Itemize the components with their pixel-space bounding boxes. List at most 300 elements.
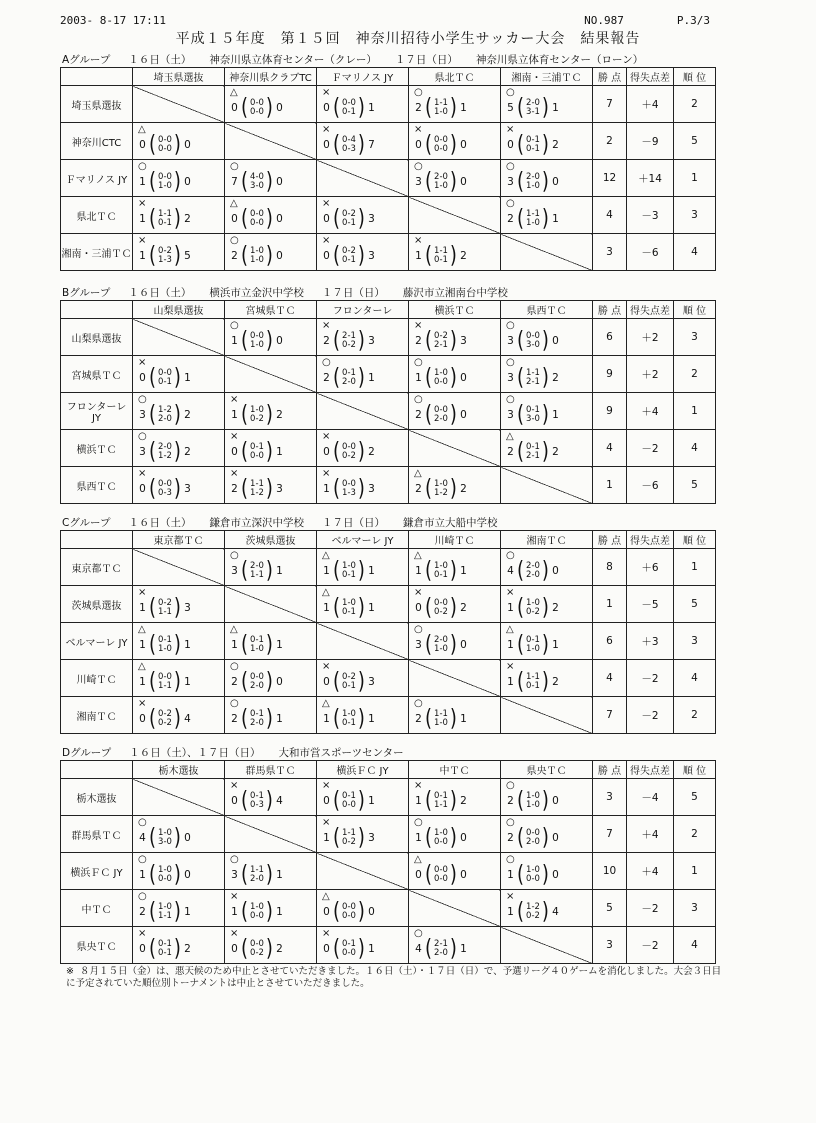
column-team-header: 湘南ＴＣ bbox=[501, 531, 593, 549]
second-half-score: 1-0 bbox=[526, 644, 540, 654]
first-half-score: 0-0 bbox=[342, 442, 356, 452]
match-result bbox=[412, 818, 498, 850]
match-result bbox=[412, 321, 498, 353]
team-goals: 0 bbox=[323, 906, 330, 918]
team-goals: 0 bbox=[323, 250, 330, 262]
rank-cell: 3 bbox=[674, 890, 716, 927]
second-half-score: 2-1 bbox=[434, 340, 448, 350]
match-result bbox=[136, 236, 222, 268]
match-result-cell bbox=[133, 586, 225, 623]
match-result bbox=[504, 551, 590, 583]
self-match-cell bbox=[225, 816, 317, 853]
team-goals: 0 bbox=[323, 676, 330, 688]
result-mark: ○ bbox=[414, 698, 423, 709]
opponent-goals: 1 bbox=[552, 102, 559, 114]
second-half-score: 1-0 bbox=[526, 218, 540, 228]
second-half-score: 1-1 bbox=[158, 911, 172, 921]
group-venue-info: 神奈川県立体育センター（ローン） bbox=[475, 54, 644, 66]
opponent-goals: 0 bbox=[552, 335, 559, 347]
open-bracket: ( bbox=[517, 860, 525, 888]
score-line bbox=[320, 667, 406, 695]
opponent-goals: 2 bbox=[184, 409, 191, 421]
match-result-cell bbox=[225, 86, 317, 123]
second-half-score: 0-0 bbox=[342, 911, 356, 921]
close-bracket: ) bbox=[265, 93, 273, 121]
team-goals: 1 bbox=[323, 832, 330, 844]
score-line bbox=[504, 363, 590, 391]
match-result bbox=[320, 818, 406, 850]
half-scores bbox=[526, 210, 540, 228]
half-scores bbox=[526, 903, 540, 921]
open-bracket: ( bbox=[425, 93, 433, 121]
opponent-goals: 0 bbox=[276, 335, 283, 347]
row-team-name: 宮城県ＴＣ bbox=[61, 356, 133, 393]
half-scores bbox=[434, 636, 448, 654]
first-half-score: 0-2 bbox=[158, 246, 172, 256]
match-result bbox=[136, 432, 222, 464]
close-bracket: ) bbox=[449, 474, 457, 502]
opponent-goals: 7 bbox=[368, 139, 375, 151]
group-venue-info: １６日（土） bbox=[128, 54, 192, 66]
score-line bbox=[136, 667, 222, 695]
score-line bbox=[320, 326, 406, 354]
match-result bbox=[320, 432, 406, 464]
points-header: 勝 点 bbox=[593, 761, 627, 779]
opponent-goals: 0 bbox=[460, 176, 467, 188]
table-row bbox=[61, 549, 716, 586]
score-line bbox=[228, 630, 314, 658]
half-scores bbox=[342, 940, 356, 958]
second-half-score: 3-0 bbox=[526, 340, 540, 350]
result-mark: △ bbox=[230, 624, 238, 635]
open-bracket: ( bbox=[517, 93, 525, 121]
opponent-goals: 2 bbox=[276, 943, 283, 955]
match-result bbox=[228, 892, 314, 924]
points-cell: 2 bbox=[593, 123, 627, 160]
points-header: 勝 点 bbox=[593, 531, 627, 549]
team-goals: 1 bbox=[231, 335, 238, 347]
first-half-score: 0-1 bbox=[250, 635, 264, 645]
score-line bbox=[136, 630, 222, 658]
result-mark: ○ bbox=[506, 394, 515, 405]
first-half-score: 0-1 bbox=[434, 791, 448, 801]
match-result-cell bbox=[409, 623, 501, 660]
group-venue-info: １７日（日） bbox=[322, 517, 385, 529]
close-bracket: ) bbox=[357, 204, 365, 232]
second-half-score: 3-0 bbox=[158, 837, 172, 847]
close-bracket: ) bbox=[357, 667, 365, 695]
open-bracket: ( bbox=[425, 167, 433, 195]
open-bracket: ( bbox=[241, 704, 249, 732]
document-title: 平成１５年度 第１５回 神奈川招待小学生サッカー大会 結果報告 bbox=[175, 31, 641, 47]
match-result bbox=[320, 199, 406, 231]
team-goals: 0 bbox=[323, 943, 330, 955]
match-result-cell bbox=[409, 816, 501, 853]
opponent-goals: 1 bbox=[460, 102, 467, 114]
match-result-cell bbox=[501, 197, 593, 234]
result-mark: × bbox=[322, 817, 331, 828]
rank-cell: 4 bbox=[674, 660, 716, 697]
opponent-goals: 1 bbox=[368, 713, 375, 725]
half-scores bbox=[250, 940, 264, 958]
score-line bbox=[412, 823, 498, 851]
score-line bbox=[320, 130, 406, 158]
group-heading bbox=[62, 515, 516, 530]
self-match-cell bbox=[133, 319, 225, 356]
first-half-score: 1-0 bbox=[434, 561, 448, 571]
match-result-cell bbox=[317, 549, 409, 586]
half-scores bbox=[158, 136, 172, 154]
open-bracket: ( bbox=[517, 437, 525, 465]
result-mark: × bbox=[506, 661, 515, 672]
group-venue-info: １７日（日） bbox=[321, 287, 385, 299]
result-mark: × bbox=[138, 698, 147, 709]
open-bracket: ( bbox=[425, 823, 433, 851]
rank-header: 順 位 bbox=[674, 761, 716, 779]
match-result bbox=[228, 662, 314, 694]
rank-cell: 4 bbox=[674, 430, 716, 467]
opponent-goals: 1 bbox=[552, 639, 559, 651]
group-name: Aグループ bbox=[62, 54, 111, 66]
close-bracket: ) bbox=[173, 593, 181, 621]
close-bracket: ) bbox=[357, 556, 365, 584]
opponent-goals: 3 bbox=[276, 483, 283, 495]
first-half-score: 2-0 bbox=[250, 561, 264, 571]
goal-diff-cell: ＋4 bbox=[627, 853, 674, 890]
half-scores bbox=[434, 792, 448, 810]
opponent-goals: 0 bbox=[184, 176, 191, 188]
team-goals: 1 bbox=[323, 483, 330, 495]
table-header-row bbox=[61, 68, 716, 86]
result-mark: ○ bbox=[506, 87, 515, 98]
second-half-score: 1-0 bbox=[526, 800, 540, 810]
score-line bbox=[320, 204, 406, 232]
half-scores bbox=[250, 443, 264, 461]
first-half-score: 2-0 bbox=[434, 635, 448, 645]
opponent-goals: 2 bbox=[184, 446, 191, 458]
rank-cell: 3 bbox=[674, 623, 716, 660]
first-half-score: 0-1 bbox=[526, 635, 540, 645]
second-half-score: 1-2 bbox=[434, 488, 448, 498]
close-bracket: ) bbox=[541, 93, 549, 121]
second-half-score: 0-1 bbox=[342, 255, 356, 265]
score-line bbox=[320, 593, 406, 621]
first-half-score: 1-0 bbox=[158, 828, 172, 838]
opponent-goals: 1 bbox=[276, 713, 283, 725]
column-team-header: 群馬県ＴＣ bbox=[225, 761, 317, 779]
open-bracket: ( bbox=[149, 630, 157, 658]
second-half-score: 1-2 bbox=[250, 488, 264, 498]
opponent-goals: 0 bbox=[460, 639, 467, 651]
second-half-score: 0-1 bbox=[526, 681, 540, 691]
result-mark: × bbox=[322, 235, 331, 246]
column-team-header: フロンターレ bbox=[317, 301, 409, 319]
close-bracket: ) bbox=[357, 897, 365, 925]
score-line bbox=[136, 363, 222, 391]
score-line bbox=[412, 326, 498, 354]
half-scores bbox=[526, 332, 540, 350]
close-bracket: ) bbox=[541, 167, 549, 195]
score-line bbox=[412, 167, 498, 195]
second-half-score: 1-2 bbox=[158, 451, 172, 461]
match-result bbox=[136, 625, 222, 657]
corner-cell bbox=[61, 761, 133, 779]
score-line bbox=[504, 167, 590, 195]
second-half-score: 1-0 bbox=[158, 181, 172, 191]
score-line bbox=[412, 363, 498, 391]
second-half-score: 2-0 bbox=[434, 948, 448, 958]
first-half-score: 0-0 bbox=[158, 479, 172, 489]
points-cell: 4 bbox=[593, 430, 627, 467]
open-bracket: ( bbox=[333, 786, 341, 814]
open-bracket: ( bbox=[149, 130, 157, 158]
match-result bbox=[136, 199, 222, 231]
first-half-score: 0-2 bbox=[342, 672, 356, 682]
self-match-cell bbox=[225, 123, 317, 160]
half-scores bbox=[434, 866, 448, 884]
close-bracket: ) bbox=[449, 704, 457, 732]
match-result-cell bbox=[501, 779, 593, 816]
opponent-goals: 1 bbox=[460, 565, 467, 577]
table-row bbox=[61, 623, 716, 660]
close-bracket: ) bbox=[357, 437, 365, 465]
half-scores bbox=[526, 406, 540, 424]
result-mark: ○ bbox=[414, 87, 423, 98]
score-line bbox=[136, 400, 222, 428]
second-half-score: 0-0 bbox=[434, 377, 448, 387]
first-half-score: 1-0 bbox=[434, 828, 448, 838]
match-result bbox=[504, 625, 590, 657]
result-mark: × bbox=[230, 394, 239, 405]
match-result bbox=[228, 199, 314, 231]
group-name: Bグループ bbox=[62, 287, 111, 299]
second-half-score: 0-1 bbox=[342, 681, 356, 691]
corner-cell bbox=[61, 68, 133, 86]
first-half-score: 0-1 bbox=[158, 635, 172, 645]
opponent-goals: 0 bbox=[184, 869, 191, 881]
match-result-cell bbox=[317, 356, 409, 393]
open-bracket: ( bbox=[241, 167, 249, 195]
match-result bbox=[504, 588, 590, 620]
rank-cell: 2 bbox=[674, 816, 716, 853]
fax-number: NO.987 bbox=[584, 14, 624, 27]
first-half-score: 1-2 bbox=[526, 902, 540, 912]
close-bracket: ) bbox=[173, 241, 181, 269]
second-half-score: 2-0 bbox=[250, 718, 264, 728]
match-result-cell bbox=[225, 853, 317, 890]
opponent-goals: 1 bbox=[368, 565, 375, 577]
open-bracket: ( bbox=[149, 474, 157, 502]
team-goals: 3 bbox=[507, 409, 514, 421]
score-line bbox=[412, 786, 498, 814]
points-cell: 5 bbox=[593, 890, 627, 927]
match-result-cell bbox=[501, 623, 593, 660]
match-result bbox=[136, 929, 222, 961]
match-result bbox=[136, 699, 222, 731]
match-result bbox=[504, 855, 590, 887]
column-team-header: 中ＴＣ bbox=[409, 761, 501, 779]
points-cell: 9 bbox=[593, 393, 627, 430]
half-scores bbox=[250, 636, 264, 654]
score-line bbox=[412, 593, 498, 621]
column-team-header: 茨城県選抜 bbox=[225, 531, 317, 549]
rank-cell: 2 bbox=[674, 86, 716, 123]
opponent-goals: 1 bbox=[276, 565, 283, 577]
open-bracket: ( bbox=[425, 860, 433, 888]
table-row bbox=[61, 430, 716, 467]
fax-page-info bbox=[584, 14, 710, 27]
result-mark: × bbox=[414, 780, 423, 791]
result-mark: ○ bbox=[138, 431, 147, 442]
goal-diff-cell: －5 bbox=[627, 586, 674, 623]
result-mark: × bbox=[322, 928, 331, 939]
table-row bbox=[61, 816, 716, 853]
score-line bbox=[136, 130, 222, 158]
first-half-score: 0-4 bbox=[342, 135, 356, 145]
open-bracket: ( bbox=[425, 130, 433, 158]
close-bracket: ) bbox=[173, 363, 181, 391]
close-bracket: ) bbox=[265, 437, 273, 465]
half-scores bbox=[342, 710, 356, 728]
match-result-cell bbox=[225, 197, 317, 234]
opponent-goals: 3 bbox=[368, 250, 375, 262]
self-match-cell bbox=[317, 853, 409, 890]
match-result-cell bbox=[317, 697, 409, 734]
team-goals: 3 bbox=[507, 176, 514, 188]
table-row bbox=[61, 123, 716, 160]
half-scores bbox=[158, 369, 172, 387]
match-result bbox=[412, 469, 498, 501]
half-scores bbox=[250, 903, 264, 921]
team-goals: 1 bbox=[139, 639, 146, 651]
half-scores bbox=[250, 710, 264, 728]
points-cell: 7 bbox=[593, 816, 627, 853]
result-mark: △ bbox=[414, 468, 422, 479]
first-half-score: 2-0 bbox=[526, 172, 540, 182]
close-bracket: ) bbox=[173, 860, 181, 888]
score-line bbox=[136, 437, 222, 465]
score-line bbox=[320, 897, 406, 925]
score-line bbox=[228, 474, 314, 502]
table-row bbox=[61, 890, 716, 927]
team-goals: 0 bbox=[139, 139, 146, 151]
group-heading bbox=[62, 285, 526, 300]
match-result bbox=[412, 625, 498, 657]
points-cell: 1 bbox=[593, 586, 627, 623]
match-result bbox=[504, 892, 590, 924]
points-cell: 3 bbox=[593, 234, 627, 271]
team-goals: 3 bbox=[507, 372, 514, 384]
close-bracket: ) bbox=[449, 786, 457, 814]
match-result bbox=[412, 929, 498, 961]
match-result-cell bbox=[225, 623, 317, 660]
half-scores bbox=[158, 829, 172, 847]
second-half-score: 1-0 bbox=[434, 644, 448, 654]
score-line bbox=[228, 556, 314, 584]
close-bracket: ) bbox=[265, 934, 273, 962]
match-result-cell bbox=[317, 586, 409, 623]
team-goals: 2 bbox=[415, 483, 422, 495]
opponent-goals: 0 bbox=[552, 869, 559, 881]
close-bracket: ) bbox=[265, 860, 273, 888]
column-team-header: 川崎ＴＣ bbox=[409, 531, 501, 549]
open-bracket: ( bbox=[517, 667, 525, 695]
close-bracket: ) bbox=[449, 241, 457, 269]
close-bracket: ) bbox=[173, 630, 181, 658]
match-result-cell bbox=[133, 467, 225, 504]
open-bracket: ( bbox=[241, 897, 249, 925]
match-result bbox=[228, 699, 314, 731]
team-goals: 2 bbox=[415, 713, 422, 725]
self-match-cell bbox=[317, 393, 409, 430]
match-result-cell bbox=[225, 660, 317, 697]
open-bracket: ( bbox=[517, 167, 525, 195]
team-goals: 4 bbox=[507, 565, 514, 577]
match-result bbox=[136, 892, 222, 924]
table-row bbox=[61, 660, 716, 697]
first-half-score: 1-0 bbox=[342, 709, 356, 719]
match-result-cell bbox=[409, 123, 501, 160]
team-goals: 2 bbox=[231, 483, 238, 495]
match-result-cell bbox=[409, 234, 501, 271]
match-result bbox=[504, 358, 590, 390]
match-result-cell bbox=[133, 123, 225, 160]
close-bracket: ) bbox=[449, 934, 457, 962]
result-mark: ○ bbox=[506, 817, 515, 828]
second-half-score: 1-0 bbox=[434, 107, 448, 117]
result-mark: ○ bbox=[230, 161, 239, 172]
group-name: Cグループ bbox=[62, 517, 111, 529]
match-result bbox=[504, 395, 590, 427]
result-mark: × bbox=[230, 891, 239, 902]
opponent-goals: 1 bbox=[368, 795, 375, 807]
match-result-cell bbox=[501, 549, 593, 586]
match-result bbox=[412, 551, 498, 583]
open-bracket: ( bbox=[149, 704, 157, 732]
first-half-score: 1-0 bbox=[158, 902, 172, 912]
team-goals: 0 bbox=[323, 213, 330, 225]
row-team-name: 埼玉県選抜 bbox=[61, 86, 133, 123]
fax-datetime: 2003- 8-17 17:11 bbox=[60, 14, 166, 27]
score-line bbox=[412, 241, 498, 269]
match-result-cell bbox=[225, 319, 317, 356]
result-mark: × bbox=[138, 357, 147, 368]
half-scores bbox=[158, 866, 172, 884]
goal-diff-cell: －4 bbox=[627, 779, 674, 816]
self-match-cell bbox=[501, 927, 593, 964]
half-scores bbox=[250, 332, 264, 350]
open-bracket: ( bbox=[425, 363, 433, 391]
half-scores bbox=[158, 480, 172, 498]
result-mark: × bbox=[322, 198, 331, 209]
match-result bbox=[320, 358, 406, 390]
points-cell: 6 bbox=[593, 623, 627, 660]
points-cell: 12 bbox=[593, 160, 627, 197]
first-half-score: 0-1 bbox=[158, 939, 172, 949]
score-line bbox=[320, 556, 406, 584]
match-result-cell bbox=[133, 160, 225, 197]
half-scores bbox=[250, 673, 264, 691]
rank-header: 順 位 bbox=[674, 301, 716, 319]
opponent-goals: 1 bbox=[276, 446, 283, 458]
rank-header: 順 位 bbox=[674, 531, 716, 549]
second-half-score: 0-2 bbox=[526, 607, 540, 617]
match-result bbox=[228, 88, 314, 120]
half-scores bbox=[158, 406, 172, 424]
close-bracket: ) bbox=[265, 897, 273, 925]
first-half-score: 1-1 bbox=[250, 479, 264, 489]
opponent-goals: 0 bbox=[460, 832, 467, 844]
